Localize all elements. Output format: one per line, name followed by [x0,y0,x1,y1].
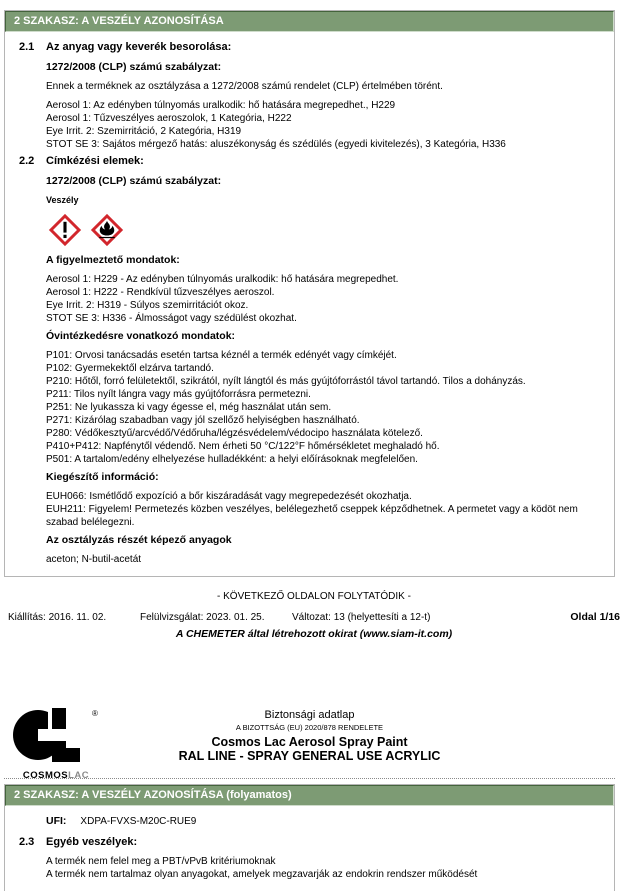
supplementary-statement: EUH211: Figyelem! Permetezés közben veszélyes, belélegezhető cseppek képződhetnek. A permetet vagy a ködöt nem szabad belélegezni. [46,504,578,528]
ufi-value: XDPA-FVXS-M20C-RUE9 [80,816,197,827]
section2-continued-header-bar: 2 SZAKASZ: A VESZÉLY AZONOSÍTÁSA (folyamatos) [5,785,614,806]
regulation-reference: A BIZOTTSÁG (EU) 2020/878 RENDELETE [235,723,384,732]
precaution-statement: P101: Orvosi tanácsadás esetén tartsa kéznél a termék edényét vagy címkéjét. [46,350,397,361]
subsection-2-3 [19,836,604,881]
cosmoslac-logo-icon [12,708,100,764]
classification-line: Aerosol 1: Az edényben túlnyomás uralkodik: hő hatására megrepedhet., H229 [46,100,396,111]
hazard-statements-title: A figyelmeztető mondatok: [46,254,180,266]
ufi-label: UFI: [46,815,67,827]
page-footer [8,611,620,623]
subsection-title: Címkézési elemek: [46,155,144,167]
section2-header-bar: 2 SZAKASZ: A VESZÉLY AZONOSÍTÁSA [5,11,614,32]
precaution-statement: P102: Gyermekektől elzárva tartandó. [46,363,214,374]
other-hazards-list [46,855,604,881]
supplementary-info-title: Kiegészítő információ: [46,471,159,483]
other-hazard-line: A termék nem felel meg a PBT/vPvB kritériumoknak [46,856,276,867]
classification-line: Eye Irrit. 2: Szemirritáció, 2 Kategória, H319 [46,126,242,137]
precaution-statement: P410+P412: Napfénytől védendő. Nem érheti 50 °C/122°F hőmérsékletet meghaladó hő. [46,441,440,452]
classification-list [46,99,604,151]
substances-value: aceton; N-butil-acetát [46,554,142,565]
precaution-statement: P280: Védőkesztyű/arcvédő/Védőruha/légzésvédelem/védocipo használata kötelező. [46,428,423,439]
ghs07-exclamation-icon [46,211,84,249]
section2-content [5,32,614,576]
ghs-pictograms [46,211,604,249]
supplementary-info-list [46,490,604,529]
hazard-statement: Aerosol 1: H222 - Rendkívül tűzveszélyes aeroszol. [46,287,275,298]
precaution-statement: P251: Ne lyukassza ki vagy égesse el, még használat után sem. [46,402,332,413]
classification-intro: Ennek a terméknek az osztályzása a 1272/2008 számú rendelet (CLP) értelmében törént. [46,81,443,92]
version-info: Változat: 13 (helyettesíti a 12-t) [292,612,431,623]
supplementary-statement: EUH066: Ismétlődő expozíció a bőr kiszáradását vagy megrepedezését okozhatja. [46,491,412,502]
precaution-statement: P501: A tartalom/edény elhelyezése hulladékként: a helyi előírásoknak megfelelően. [46,454,418,465]
subsection-title: Egyéb veszélyek: [46,836,138,848]
section2-continued-content [5,806,614,891]
subsection-2-2 [19,155,604,566]
precaution-statement: P211: Tilos nyílt lángra vagy más gyújtóforrásra permetezni. [46,389,311,400]
precaution-statement: P210: Hőtől, forró felületektől, szikrától, nyílt lángtól és más gyújtóforrástól távol tartandó. Tilos a dohányzás. [46,376,526,387]
issue-date: Kiállítás: 2016. 11. 02. [8,612,107,623]
substances-title: Az osztályzás részét képező anyagok [46,534,232,546]
ufi-row [19,815,604,836]
generator-credit: A CHEMETER által létrehozott okirat (www.siam-it.com) [175,628,453,640]
logo-text-cosmos: COSMOS [22,770,69,781]
subsection-number: 2.1 [19,41,35,53]
ghs02-flame-icon [88,211,126,249]
hazard-statements-list [46,273,604,325]
revision-date: Felülvizsgálat: 2023. 01. 25. [140,612,265,623]
hazard-statement: Eye Irrit. 2: H319 - Súlyos szemirritációt okoz. [46,300,249,311]
logo-wordmark [10,770,102,781]
hazard-statement: Aerosol 1: H229 - Az edényben túlnyomás uralkodik: hő hatására megrepedhet. [46,274,399,285]
sds-document [0,10,628,880]
company-logo [10,708,102,781]
section2-box [4,10,615,577]
registered-mark: ® [92,709,98,718]
classification-line: Aerosol 1: Tűzveszélyes aeroszolok, 1 Kategória, H222 [46,113,292,124]
precaution-statements-list [46,349,604,466]
product-line: RAL LINE - SPRAY GENERAL USE ACRYLIC [178,749,441,763]
section2-continued-box [4,784,615,891]
clp-subtitle: 1272/2008 (CLP) számú szabályzat: [46,61,222,73]
signal-word: Veszély [46,195,79,205]
classification-line: STOT SE 3: Sajátos mérgező hatás: aluszékonyság és szédülés (egyedi kivitelezés), 3 Kategória, H336 [46,139,506,150]
precaution-statement: P271: Kizárólag szabadban vagy jól szellőző helyiségben használható. [46,415,360,426]
page-number: Oldal 1/16 [570,611,620,623]
page2-header [4,706,615,779]
product-name: Cosmos Lac Aerosol Spray Paint [211,735,408,749]
subsection-title: Az anyag vagy keverék besorolása: [46,41,232,53]
subsection-2-1 [19,41,604,151]
other-hazard-line: A termék nem tartalmaz olyan anyagokat, amelyek megzavarják az endokrin rendszer működését [46,869,478,880]
precaution-statements-title: Óvintézkedésre vonatkozó mondatok: [46,330,236,342]
subsection-number: 2.3 [19,836,35,848]
hazard-statement: STOT SE 3: H336 - Álmosságot vagy szédülést okozhat. [46,313,297,324]
continues-next-page-notice: - KÖVETKEZŐ OLDALON FOLYTATÓDIK - [217,591,411,602]
subsection-number: 2.2 [19,155,35,167]
document-type: Biztonsági adatlap [264,709,355,721]
clp-subtitle: 1272/2008 (CLP) számú szabályzat: [46,175,222,187]
logo-text-lac: LAC [68,770,90,781]
